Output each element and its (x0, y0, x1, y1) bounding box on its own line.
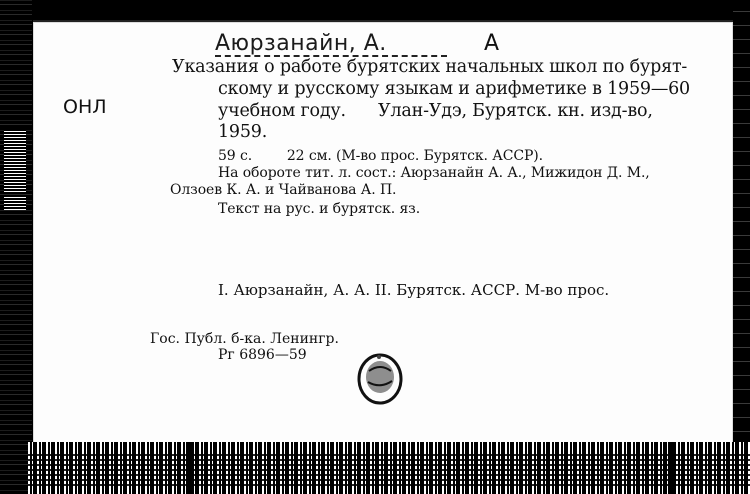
author-heading: Аюрзанайн, А. (215, 31, 387, 56)
left-edge-mark (4, 196, 26, 210)
location-mark: ОНЛ (63, 96, 107, 118)
bottom-border (28, 442, 750, 494)
left-border (0, 0, 32, 494)
card-number: Рг 6896—59 (218, 347, 307, 363)
title-line: Указания о работе бурятских начальных школ по бурят- (172, 57, 688, 77)
title-line: 1959. (218, 122, 268, 142)
right-border (733, 0, 750, 494)
description-line: Текст на рус. и бурятск. яз. (218, 201, 421, 217)
description-line: На обороте тит. л. сост.: Аюрзанайн А. А., Мижидон Д. М., (218, 165, 650, 181)
filing-letter: А (484, 31, 500, 56)
left-edge-mark (4, 130, 26, 192)
title-line: учебном году. Улан-Удэ, Бурятск. кн. изд-во, (218, 101, 653, 121)
library-line: Гос. Публ. б-ка. Ленингр. (150, 331, 339, 347)
title-line: скому и русскому языкам и арифметике в 1959—60 (218, 79, 690, 99)
library-stamp-icon (353, 349, 407, 407)
top-border (0, 0, 750, 20)
description-line: Олзоев К. А. и Чайванова А. П. (170, 182, 397, 198)
description-line: 59 с. 22 см. (М-во прос. Бурятск. АССР). (218, 148, 544, 164)
tracings: I. Аюрзанайн, А. А. II. Бурятск. АССР. М-во прос. (218, 281, 610, 299)
